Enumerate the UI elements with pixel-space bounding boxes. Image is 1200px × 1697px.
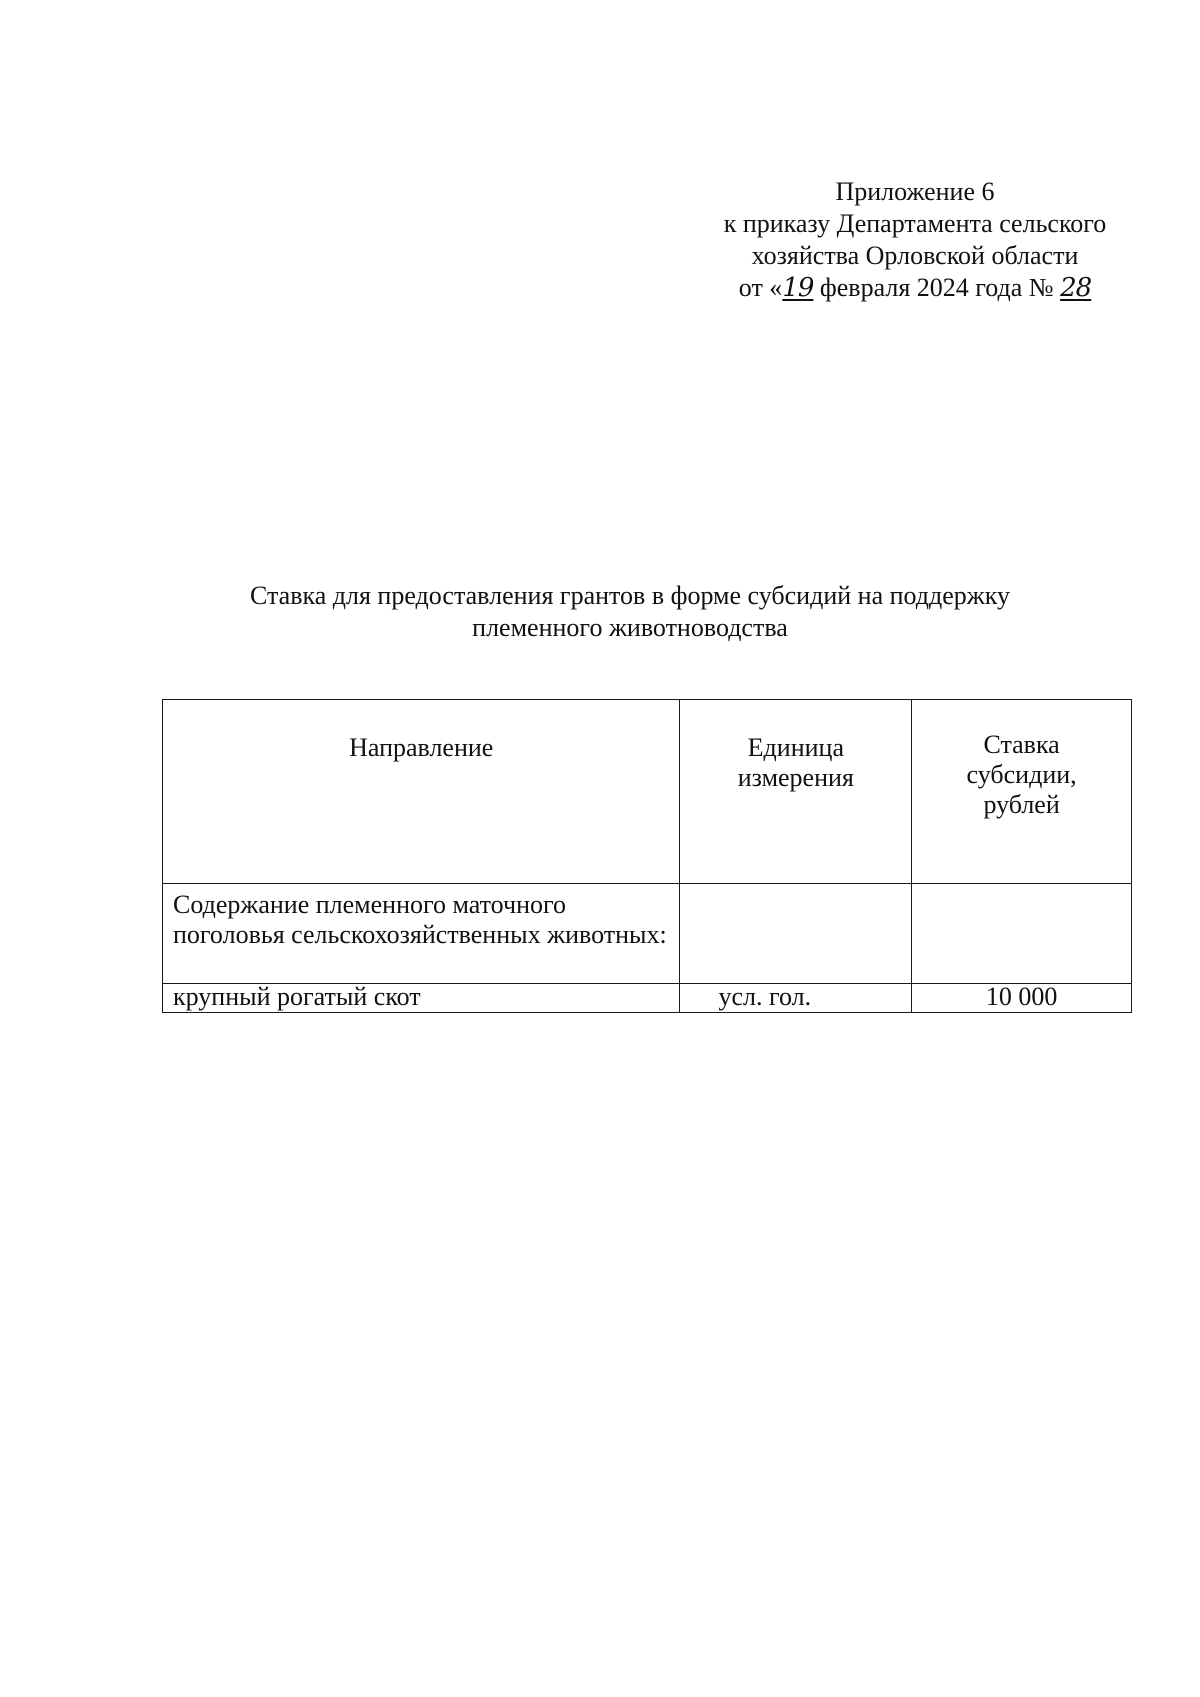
date-prefix: от « xyxy=(738,273,783,302)
title-line-1: Ставка для предоставления грантов в форме субсидий на поддержку xyxy=(250,581,1010,610)
subsidy-rate-table xyxy=(162,699,1132,1013)
appendix-date-line xyxy=(680,272,1150,304)
appendix-number: Приложение 6 xyxy=(835,177,995,206)
appendix-header xyxy=(680,176,1150,304)
appendix-order-ref: к приказу Департамента сельского xyxy=(723,209,1107,238)
cell-rate xyxy=(912,884,1132,984)
title-line-2: племенного животноводства xyxy=(472,613,788,642)
cell-rate: 10 000 xyxy=(912,984,1132,1013)
cell-direction: крупный рогатый скот xyxy=(163,984,680,1013)
table-row xyxy=(163,884,1132,984)
handwritten-order-number: 28 xyxy=(1060,273,1092,303)
table-header-row xyxy=(163,700,1132,884)
date-middle: февраля 2024 года № xyxy=(813,273,1061,302)
header-unit: Единица измерения xyxy=(680,700,912,884)
appendix-department: хозяйства Орловской области xyxy=(751,241,1079,270)
handwritten-day: 19 xyxy=(782,273,814,303)
cell-unit xyxy=(680,884,912,984)
cell-unit: усл. гол. xyxy=(680,984,912,1013)
header-rate: Ставка субсидии, рублей xyxy=(912,700,1132,884)
cell-direction: Содержание племенного маточного поголовья сельскохозяйственных животных: xyxy=(163,884,680,984)
header-direction: Направление xyxy=(163,700,680,884)
table-row xyxy=(163,984,1132,1013)
document-title xyxy=(150,580,1110,644)
